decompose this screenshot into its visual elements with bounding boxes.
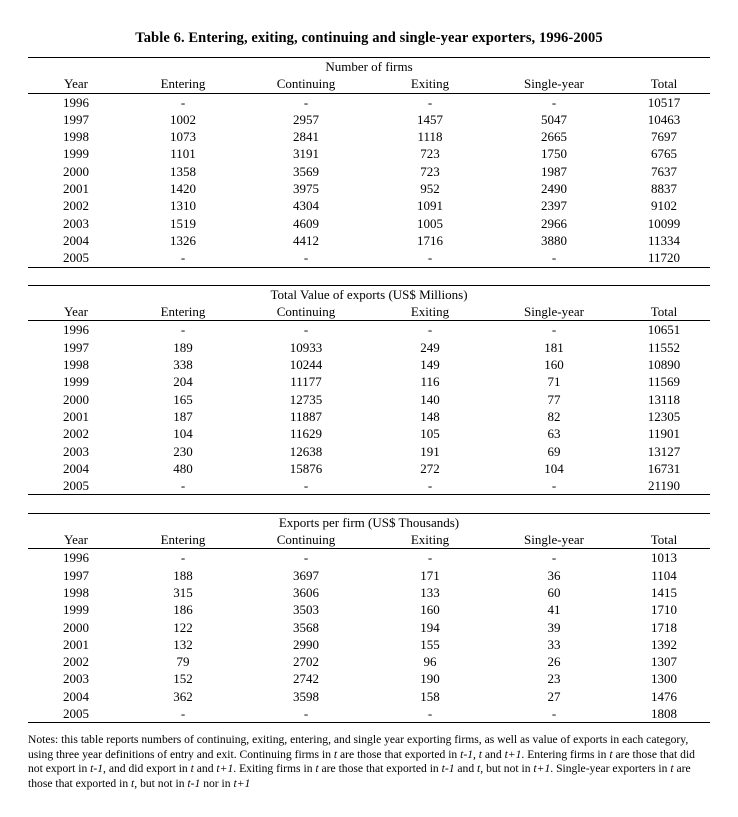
- cell-value: 79: [176, 654, 190, 670]
- section-heading-row: [28, 58, 710, 76]
- cell-value: -: [242, 477, 370, 495]
- notes-text: . Single-year exporters in: [550, 762, 671, 776]
- cell-value: 11901: [647, 426, 681, 442]
- notes-text: , but not in: [134, 777, 188, 791]
- cell-value: -: [370, 249, 490, 267]
- cell-value: 71: [547, 374, 561, 390]
- cell-value: 2490: [541, 181, 567, 197]
- column-header-continuing: Continuing: [242, 303, 370, 321]
- column-header-continuing: Continuing: [242, 531, 370, 549]
- cell-value: 21190: [618, 477, 710, 495]
- cell-value: 1091: [417, 198, 443, 214]
- section-spacer: [28, 267, 710, 285]
- table-row: [28, 128, 710, 145]
- column-header-continuing: Continuing: [242, 75, 370, 93]
- cell-value: 12638: [289, 443, 323, 459]
- cell-value: -: [427, 94, 433, 110]
- notes-italic-term: t: [333, 747, 338, 761]
- table-row: [28, 549, 710, 567]
- cell-value: 12735: [289, 391, 323, 407]
- cell-value: 4412: [293, 232, 319, 248]
- table-row: [28, 653, 710, 670]
- column-header-row: [28, 531, 710, 549]
- notes-text: are those that exported in: [318, 762, 442, 776]
- table-row: [28, 356, 710, 373]
- cell-value: 16731: [647, 460, 681, 476]
- cell-year: 1998: [63, 129, 89, 145]
- cell-year: 2004: [63, 232, 89, 248]
- notes-italic-term: t-1: [441, 762, 455, 776]
- cell-value: 181: [544, 339, 564, 355]
- notes-italic-term: t: [315, 762, 319, 776]
- cell-value: 1104: [651, 567, 677, 583]
- cell-value: -: [303, 322, 309, 338]
- cell-value: 23: [547, 671, 561, 687]
- cell-year: 1996: [63, 94, 89, 110]
- table-row: [28, 321, 710, 339]
- cell-value: -: [124, 249, 242, 267]
- table-row: [28, 567, 710, 584]
- cell-value: 3606: [293, 584, 319, 600]
- cell-value: 1002: [170, 111, 196, 127]
- cell-value: 41: [547, 602, 561, 618]
- cell-value: 10933: [289, 339, 323, 355]
- cell-value: 1005: [417, 215, 443, 231]
- cell-value: 12305: [647, 408, 681, 424]
- cell-year: 1996: [63, 550, 89, 566]
- notes-text: , and did export in: [103, 762, 191, 776]
- cell-value: 171: [420, 567, 440, 583]
- cell-year: 1999: [63, 602, 89, 618]
- section-heading: Number of firms: [28, 58, 710, 76]
- cell-value: 10099: [647, 215, 681, 231]
- table-row: [28, 145, 710, 162]
- cell-value: 2702: [293, 654, 319, 670]
- cell-value: 3569: [293, 163, 319, 179]
- notes-text: and: [454, 762, 478, 776]
- cell-value: -: [303, 94, 309, 110]
- notes-italic-term: t-1: [90, 762, 104, 776]
- cell-year: 2003: [63, 215, 89, 231]
- exporters-table: [28, 57, 710, 723]
- cell-value: 1300: [651, 671, 677, 687]
- cell-value: 160: [544, 357, 564, 373]
- table-row: [28, 460, 710, 477]
- table-row: [28, 197, 710, 214]
- cell-value: -: [427, 550, 433, 566]
- table-row: [28, 373, 710, 390]
- notes-text: , but not in: [480, 762, 534, 776]
- cell-value: -: [124, 705, 242, 723]
- notes-italic-term: t+1: [216, 762, 234, 776]
- section-spacer: [28, 495, 710, 513]
- cell-value: -: [370, 477, 490, 495]
- cell-value: 1073: [170, 129, 196, 145]
- cell-value: 1808: [618, 705, 710, 723]
- notes-italic-term: t+1: [533, 762, 551, 776]
- table-row: [28, 688, 710, 705]
- cell-value: 191: [420, 443, 440, 459]
- cell-value: 27: [547, 688, 561, 704]
- table-row: [28, 180, 710, 197]
- notes-italic-term: t: [190, 762, 194, 776]
- cell-value: 9102: [651, 198, 677, 214]
- cell-value: 8837: [651, 181, 677, 197]
- notes-text: nor in: [200, 777, 234, 791]
- table-row: [28, 391, 710, 408]
- cell-value: 116: [420, 374, 440, 390]
- cell-value: 1415: [651, 584, 677, 600]
- cell-value: 10463: [647, 111, 681, 127]
- cell-value: 1716: [417, 232, 443, 248]
- cell-year: 1998: [63, 357, 89, 373]
- cell-value: 15876: [289, 460, 323, 476]
- cell-year: 2002: [63, 426, 89, 442]
- table-row: [28, 636, 710, 653]
- cell-value: 2665: [541, 129, 567, 145]
- cell-value: 3568: [293, 619, 319, 635]
- cell-year: 2005: [28, 477, 124, 495]
- cell-value: -: [180, 322, 186, 338]
- notes-text: are those that did not export in: [28, 747, 695, 776]
- cell-value: 122: [173, 619, 193, 635]
- column-header-exiting: Exiting: [370, 75, 490, 93]
- cell-year: 2000: [63, 619, 89, 635]
- notes-text: . Exiting firms in: [233, 762, 316, 776]
- cell-value: 1750: [541, 146, 567, 162]
- cell-value: 148: [420, 408, 440, 424]
- cell-value: 104: [173, 426, 193, 442]
- cell-year: 2004: [63, 460, 89, 476]
- column-header-single-year: Single-year: [490, 303, 618, 321]
- column-header-row: [28, 75, 710, 93]
- section-heading-row: [28, 285, 710, 303]
- cell-value: 1310: [170, 198, 196, 214]
- cell-value: 2841: [293, 129, 319, 145]
- cell-value: 272: [420, 460, 440, 476]
- cell-value: 77: [547, 391, 561, 407]
- cell-value: 155: [420, 636, 440, 652]
- section-heading: Total Value of exports (US$ Millions): [28, 285, 710, 303]
- table-row: [28, 670, 710, 687]
- column-header-exiting: Exiting: [370, 303, 490, 321]
- cell-value: 4304: [293, 198, 319, 214]
- cell-value: 63: [547, 426, 561, 442]
- cell-value: -: [490, 705, 618, 723]
- cell-value: 3598: [293, 688, 319, 704]
- cell-value: 60: [547, 584, 561, 600]
- cell-value: 11177: [290, 374, 322, 390]
- cell-value: 1326: [170, 232, 196, 248]
- notes-italic-term: t: [477, 762, 481, 776]
- cell-value: 133: [420, 584, 440, 600]
- cell-value: 189: [173, 339, 193, 355]
- table-row: [28, 111, 710, 128]
- notes-text: and: [193, 762, 217, 776]
- cell-year: 2003: [63, 671, 89, 687]
- cell-year: 2003: [63, 443, 89, 459]
- cell-year: 2001: [63, 181, 89, 197]
- cell-year: 2004: [63, 688, 89, 704]
- cell-value: 6765: [651, 146, 677, 162]
- cell-value: 13127: [647, 443, 681, 459]
- cell-value: 69: [547, 443, 561, 459]
- cell-value: -: [242, 249, 370, 267]
- cell-year: 2002: [63, 654, 89, 670]
- cell-value: 160: [420, 602, 440, 618]
- cell-year: 2001: [63, 636, 89, 652]
- cell-value: 194: [420, 619, 440, 635]
- cell-value: 104: [544, 460, 564, 476]
- cell-value: -: [180, 94, 186, 110]
- cell-value: -: [490, 477, 618, 495]
- cell-value: -: [370, 705, 490, 723]
- cell-value: 2966: [541, 215, 567, 231]
- cell-value: -: [551, 322, 557, 338]
- section-heading: Exports per firm (US$ Thousands): [28, 513, 710, 531]
- cell-value: 249: [420, 339, 440, 355]
- table-row: [28, 232, 710, 249]
- notes-text: Notes: this table reports numbers of continuing, exiting, entering, and single year exporting firms, as well as value of exports in each category, using three year definitions of entry and exit. Continuing firms in: [28, 733, 689, 761]
- notes-italic-term: t-1: [187, 777, 201, 791]
- cell-value: 952: [420, 181, 440, 197]
- cell-value: 158: [420, 688, 440, 704]
- cell-value: 10244: [289, 357, 323, 373]
- cell-value: 11720: [618, 249, 710, 267]
- cell-value: 2742: [293, 671, 319, 687]
- column-header-single-year: Single-year: [490, 531, 618, 549]
- table-row: [28, 339, 710, 356]
- cell-value: 2990: [293, 636, 319, 652]
- cell-value: 1013: [651, 550, 677, 566]
- cell-value: 7697: [651, 129, 677, 145]
- cell-value: 480: [173, 460, 193, 476]
- cell-value: 1519: [170, 215, 196, 231]
- cell-year: 2005: [28, 249, 124, 267]
- table-row: [28, 408, 710, 425]
- cell-year: 1998: [63, 584, 89, 600]
- cell-value: -: [242, 705, 370, 723]
- cell-value: 33: [547, 636, 561, 652]
- table-row: [28, 443, 710, 460]
- notes-italic-term: t: [670, 762, 674, 776]
- cell-value: 96: [423, 654, 437, 670]
- cell-value: 1476: [651, 688, 677, 704]
- table-row: [28, 215, 710, 232]
- cell-value: 11552: [647, 339, 681, 355]
- cell-value: 11629: [289, 426, 323, 442]
- table-title: Table 6. Entering, exiting, continuing and single-year exporters, 1996-2005: [135, 30, 603, 46]
- cell-value: 3697: [293, 567, 319, 583]
- notes-italic-term: t-1, t: [460, 747, 483, 761]
- column-header-entering: Entering: [124, 75, 242, 93]
- cell-value: 36: [547, 567, 561, 583]
- section-heading-row: [28, 513, 710, 531]
- cell-value: -: [180, 550, 186, 566]
- cell-year: 2002: [63, 198, 89, 214]
- table-body: [28, 58, 710, 723]
- cell-value: 1457: [417, 111, 443, 127]
- cell-value: 5047: [541, 111, 567, 127]
- cell-value: 187: [173, 408, 193, 424]
- cell-value: 204: [173, 374, 193, 390]
- table-notes: [28, 733, 710, 791]
- table-row: [28, 584, 710, 601]
- cell-value: 105: [420, 426, 440, 442]
- table-row: [28, 477, 710, 495]
- notes-italic-term: t+1: [504, 747, 522, 761]
- table-row: [28, 163, 710, 180]
- cell-value: 1420: [170, 181, 196, 197]
- spacer-cell: [28, 495, 710, 513]
- cell-value: 1358: [170, 163, 196, 179]
- table-row: [28, 705, 710, 723]
- cell-value: 230: [173, 443, 193, 459]
- cell-value: 140: [420, 391, 440, 407]
- cell-value: 3975: [293, 181, 319, 197]
- notes-text: and: [482, 747, 505, 761]
- cell-value: 1307: [651, 654, 677, 670]
- cell-value: 10517: [647, 94, 681, 110]
- cell-value: 7637: [651, 163, 677, 179]
- notes-italic-term: t: [609, 747, 613, 761]
- table-row: [28, 425, 710, 442]
- cell-value: 82: [547, 408, 561, 424]
- spacer-cell: [28, 267, 710, 285]
- cell-value: 26: [547, 654, 561, 670]
- cell-value: 1118: [417, 129, 443, 145]
- cell-value: 188: [173, 567, 193, 583]
- cell-value: 11569: [647, 374, 681, 390]
- cell-value: 362: [173, 688, 193, 704]
- column-header-entering: Entering: [124, 303, 242, 321]
- cell-value: -: [551, 550, 557, 566]
- cell-value: 11334: [647, 232, 681, 248]
- cell-value: 4609: [293, 215, 319, 231]
- notes-italic-term: t+1: [233, 777, 251, 791]
- table-row: [28, 619, 710, 636]
- notes-text: are those that exported in: [337, 747, 461, 761]
- cell-year: 1997: [63, 111, 89, 127]
- notes-italic-term: t: [131, 777, 135, 791]
- cell-value: 2397: [541, 198, 567, 214]
- cell-value: -: [490, 249, 618, 267]
- column-header-entering: Entering: [124, 531, 242, 549]
- cell-value: 39: [547, 619, 561, 635]
- table-row: [28, 601, 710, 618]
- cell-year: 2000: [63, 163, 89, 179]
- column-header-total: Total: [618, 75, 710, 93]
- column-header-year: Year: [28, 531, 124, 549]
- cell-value: 338: [173, 357, 193, 373]
- cell-value: 3191: [293, 146, 319, 162]
- column-header-exiting: Exiting: [370, 531, 490, 549]
- table-row: [28, 249, 710, 267]
- cell-value: 2957: [293, 111, 319, 127]
- cell-year: 1997: [63, 339, 89, 355]
- notes-text: are those that exported in: [28, 762, 691, 791]
- cell-value: 13118: [647, 391, 681, 407]
- cell-value: -: [551, 94, 557, 110]
- cell-value: 1101: [170, 146, 196, 162]
- cell-value: 1392: [651, 636, 677, 652]
- cell-year: 1997: [63, 567, 89, 583]
- column-header-year: Year: [28, 75, 124, 93]
- cell-value: 152: [173, 671, 193, 687]
- cell-value: 10651: [647, 322, 681, 338]
- cell-year: 1999: [63, 146, 89, 162]
- cell-value: -: [303, 550, 309, 566]
- cell-year: 2001: [63, 408, 89, 424]
- cell-value: 315: [173, 584, 193, 600]
- cell-value: 723: [420, 163, 440, 179]
- cell-year: 2005: [28, 705, 124, 723]
- cell-year: 1996: [63, 322, 89, 338]
- cell-value: -: [427, 322, 433, 338]
- cell-value: -: [124, 477, 242, 495]
- column-header-year: Year: [28, 303, 124, 321]
- cell-year: 2000: [63, 391, 89, 407]
- cell-value: 1718: [651, 619, 677, 635]
- column-header-total: Total: [618, 303, 710, 321]
- cell-value: 3880: [541, 232, 567, 248]
- cell-value: 10890: [647, 357, 681, 373]
- column-header-total: Total: [618, 531, 710, 549]
- cell-value: 149: [420, 357, 440, 373]
- cell-value: 1710: [651, 602, 677, 618]
- cell-value: 3503: [293, 602, 319, 618]
- cell-value: 11887: [289, 408, 323, 424]
- cell-value: 1987: [541, 163, 567, 179]
- cell-value: 723: [420, 146, 440, 162]
- column-header-single-year: Single-year: [490, 75, 618, 93]
- cell-year: 1999: [63, 374, 89, 390]
- cell-value: 132: [173, 636, 193, 652]
- column-header-row: [28, 303, 710, 321]
- cell-value: 186: [173, 602, 193, 618]
- notes-text: . Entering firms in: [521, 747, 610, 761]
- cell-value: 190: [420, 671, 440, 687]
- table-row: [28, 93, 710, 111]
- cell-value: 165: [173, 391, 193, 407]
